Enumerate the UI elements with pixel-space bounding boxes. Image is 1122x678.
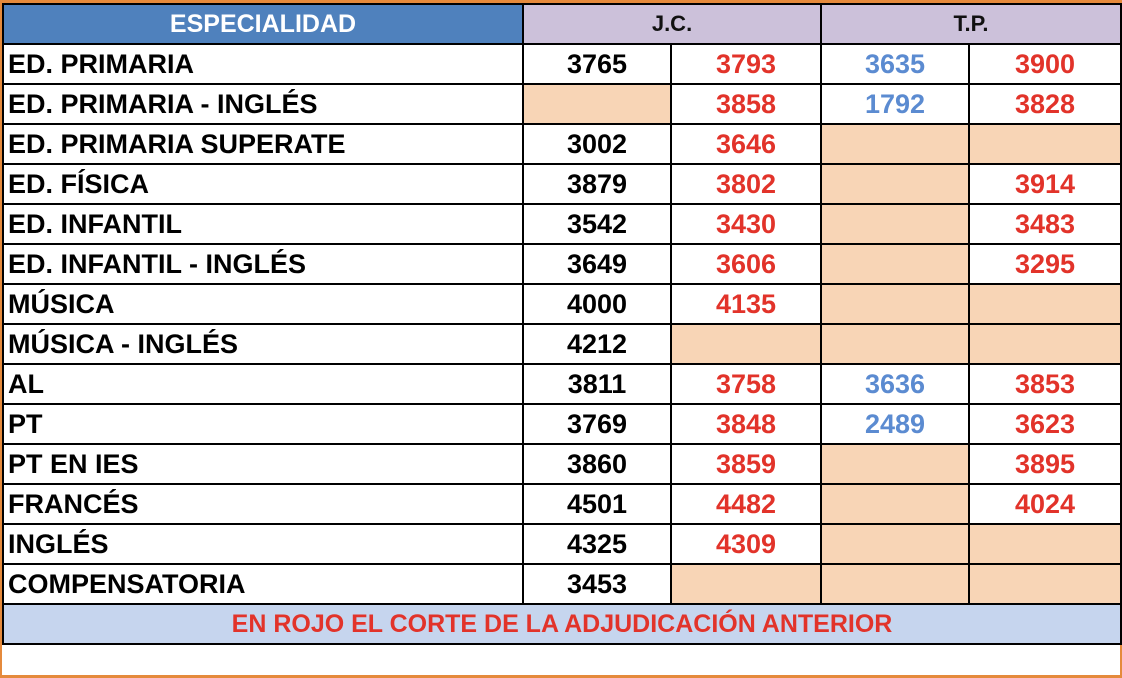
empty-cell [821, 564, 969, 604]
tp-value-2: 3914 [969, 164, 1121, 204]
table-row [3, 484, 1121, 524]
tp-value-2: 4024 [969, 484, 1121, 524]
empty-cell [821, 284, 969, 324]
tp-value-2: 3828 [969, 84, 1121, 124]
tp-value-2: 3295 [969, 244, 1121, 284]
especialidad-name: ED. PRIMARIA [3, 44, 523, 84]
empty-cell [671, 564, 821, 604]
empty-cell [821, 484, 969, 524]
table-row [3, 284, 1121, 324]
jc-value-1: 3769 [523, 404, 671, 444]
empty-cell [523, 84, 671, 124]
empty-cell [969, 284, 1121, 324]
footer-row [3, 604, 1121, 644]
tp-value-1: 2489 [821, 404, 969, 444]
jc-value-2: 3606 [671, 244, 821, 284]
table-row [3, 204, 1121, 244]
especialidad-name: ED. PRIMARIA SUPERATE [3, 124, 523, 164]
empty-cell [969, 564, 1121, 604]
jc-value-2: 4309 [671, 524, 821, 564]
table-row [3, 404, 1121, 444]
empty-cell [821, 324, 969, 364]
jc-value-1: 3860 [523, 444, 671, 484]
especialidad-name: MÚSICA [3, 284, 523, 324]
jc-value-2: 3802 [671, 164, 821, 204]
especialidad-name: ED. FÍSICA [3, 164, 523, 204]
table-row [3, 444, 1121, 484]
jc-value-2: 3758 [671, 364, 821, 404]
cutoff-table [2, 3, 1122, 645]
empty-cell [821, 124, 969, 164]
jc-value-1: 3765 [523, 44, 671, 84]
jc-value-1: 3811 [523, 364, 671, 404]
jc-value-2: 3858 [671, 84, 821, 124]
header-tp: T.P. [821, 4, 1121, 44]
jc-value-1: 4212 [523, 324, 671, 364]
especialidad-name: AL [3, 364, 523, 404]
empty-cell [821, 244, 969, 284]
especialidad-name: ED. PRIMARIA - INGLÉS [3, 84, 523, 124]
header-jc: J.C. [523, 4, 821, 44]
especialidad-name: PT [3, 404, 523, 444]
table-row [3, 124, 1121, 164]
table-row [3, 44, 1121, 84]
especialidad-name: ED. INFANTIL [3, 204, 523, 244]
especialidad-name: PT EN IES [3, 444, 523, 484]
jc-value-1: 3542 [523, 204, 671, 244]
empty-cell [969, 524, 1121, 564]
jc-value-1: 3453 [523, 564, 671, 604]
jc-value-2: 3859 [671, 444, 821, 484]
jc-value-1: 3002 [523, 124, 671, 164]
tp-value-1: 3635 [821, 44, 969, 84]
table-row [3, 324, 1121, 364]
jc-value-1: 4501 [523, 484, 671, 524]
jc-value-1: 4325 [523, 524, 671, 564]
jc-value-1: 3649 [523, 244, 671, 284]
jc-value-2: 3848 [671, 404, 821, 444]
empty-cell [969, 324, 1121, 364]
table-row [3, 244, 1121, 284]
empty-cell [969, 124, 1121, 164]
tp-value-1: 3636 [821, 364, 969, 404]
tp-value-2: 3483 [969, 204, 1121, 244]
empty-cell [821, 444, 969, 484]
especialidad-name: FRANCÉS [3, 484, 523, 524]
table-row [3, 164, 1121, 204]
table-row [3, 524, 1121, 564]
especialidad-name: MÚSICA - INGLÉS [3, 324, 523, 364]
jc-value-2: 4482 [671, 484, 821, 524]
jc-value-1: 3879 [523, 164, 671, 204]
header-row [3, 4, 1121, 44]
empty-cell [821, 164, 969, 204]
jc-value-2: 3646 [671, 124, 821, 164]
tp-value-1: 1792 [821, 84, 969, 124]
tp-value-2: 3900 [969, 44, 1121, 84]
empty-cell [671, 324, 821, 364]
empty-cell [821, 204, 969, 244]
header-especialidad: ESPECIALIDAD [3, 4, 523, 44]
especialidad-name: INGLÉS [3, 524, 523, 564]
especialidad-name: COMPENSATORIA [3, 564, 523, 604]
jc-value-2: 4135 [671, 284, 821, 324]
table-row [3, 84, 1121, 124]
especialidad-name: ED. INFANTIL - INGLÉS [3, 244, 523, 284]
tp-value-2: 3853 [969, 364, 1121, 404]
tp-value-2: 3895 [969, 444, 1121, 484]
footer-note: EN ROJO EL CORTE DE LA ADJUDICACIÓN ANTERIOR [3, 604, 1121, 644]
tp-value-2: 3623 [969, 404, 1121, 444]
table-row [3, 364, 1121, 404]
table-row [3, 564, 1121, 604]
jc-value-2: 3430 [671, 204, 821, 244]
jc-value-2: 3793 [671, 44, 821, 84]
empty-cell [821, 524, 969, 564]
jc-value-1: 4000 [523, 284, 671, 324]
